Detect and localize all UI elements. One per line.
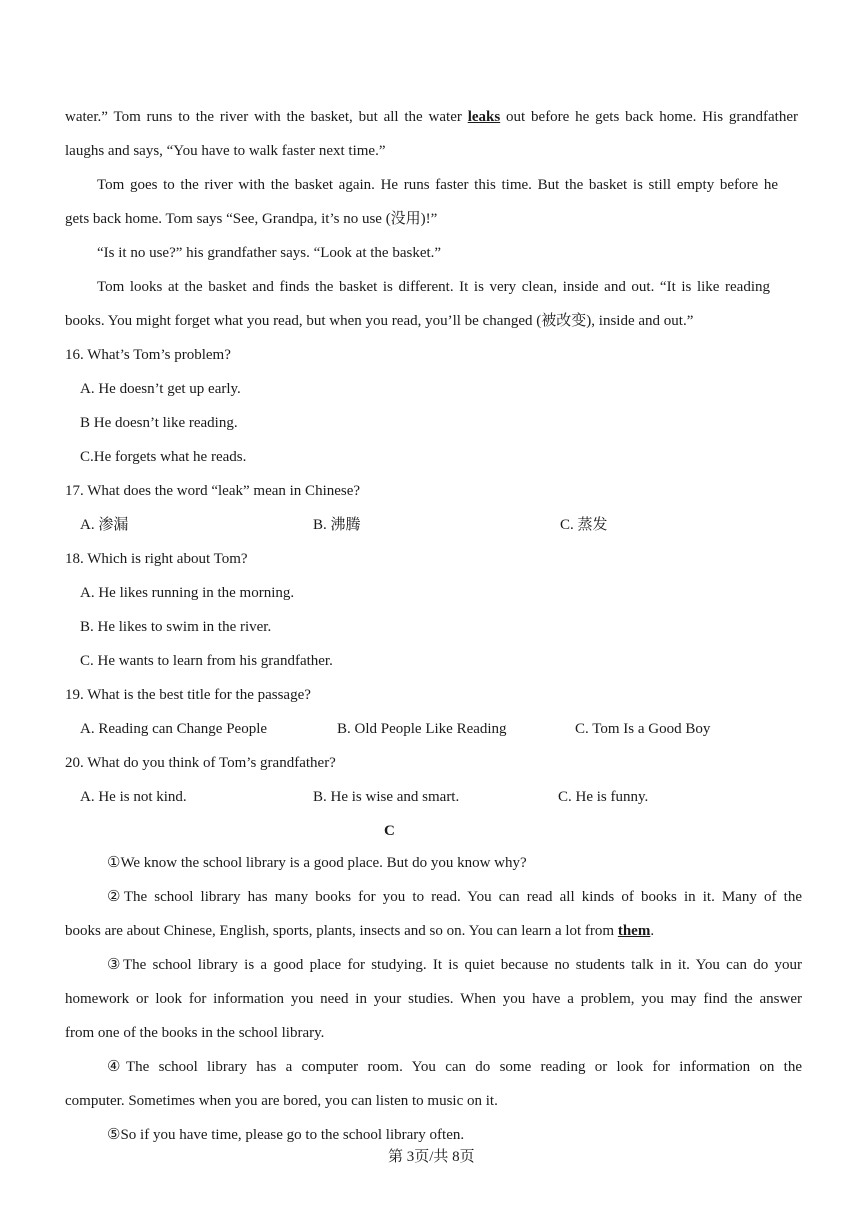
- answer-option: A. Reading can Change People: [80, 721, 268, 737]
- passage-c-line: computer. Sometimes when you are bored, you can listen to music on it.: [65, 1093, 498, 1109]
- question-stem: 18. Which is right about Tom?: [65, 551, 248, 567]
- question-stem: 17. What does the word “leak” mean in Chinese?: [65, 483, 361, 499]
- passage-c-line: [65, 921, 654, 941]
- passage-c-line: ③The school library is a good place for studying. It is quiet because no students talk in it. You can do your: [107, 957, 802, 973]
- keyword-them: them: [617, 923, 651, 939]
- question-stem: 19. What is the best title for the passage?: [65, 687, 311, 703]
- answer-option: C.He forgets what he reads.: [80, 449, 247, 465]
- passage-b-line: Tom looks at the basket and finds the basket is different. It is very clean, inside and out. “It is like reading: [97, 279, 770, 295]
- passage-b-line: gets back home. Tom says “See, Grandpa, it’s no use (没用)!”: [65, 211, 438, 227]
- question-stem: 16. What’s Tom’s problem?: [65, 347, 231, 363]
- passage-c-line: ①We know the school library is a good place. But do you know why?: [107, 855, 527, 871]
- answer-option: B. 沸腾: [313, 517, 361, 533]
- passage-c-line: homework or look for information you need in your studies. When you have a problem, you may find the answer: [65, 991, 802, 1007]
- passage-b-line: books. You might forget what you read, but when you read, you’ll be changed (被改变), inside and out.”: [65, 313, 694, 329]
- text-span: .: [650, 923, 655, 939]
- answer-option: B. Old People Like Reading: [337, 721, 507, 737]
- answer-option: A. He is not kind.: [80, 789, 187, 805]
- answer-option: B. He is wise and smart.: [313, 789, 460, 805]
- passage-b-line: “Is it no use?” his grandfather says. “Look at the basket.”: [97, 245, 442, 261]
- answer-option: C. He wants to learn from his grandfather.: [80, 653, 333, 669]
- passage-c-line: from one of the books in the school library.: [65, 1025, 325, 1041]
- passage-b-line: Tom goes to the river with the basket again. He runs faster this time. But the basket is still empty before he: [97, 177, 778, 193]
- answer-option: B. He likes to swim in the river.: [80, 619, 272, 635]
- section-title: C: [384, 823, 395, 839]
- text-span: out before he gets back home. His grandfather: [500, 109, 798, 125]
- answer-option: A. He likes running in the morning.: [80, 585, 295, 601]
- passage-b-line: [65, 107, 798, 127]
- passage-c-line: ⑤So if you have time, please go to the school library often.: [107, 1127, 465, 1143]
- answer-option: A. 渗漏: [80, 517, 129, 533]
- text-span: water.” Tom runs to the river with the basket, but all the water: [65, 109, 468, 125]
- page-number: 第 3页/共 8页: [388, 1149, 475, 1165]
- answer-option: B He doesn’t like reading.: [80, 415, 238, 431]
- passage-c-line: ④The school library has a computer room. You can do some reading or look for information on the: [107, 1059, 802, 1075]
- passage-c-line: ②The school library has many books for you to read. You can read all kinds of books in it. Many of the: [107, 889, 802, 905]
- passage-b-line: laughs and says, “You have to walk faster next time.”: [65, 143, 386, 159]
- question-stem: 20. What do you think of Tom’s grandfather?: [65, 755, 336, 771]
- answer-option: A. He doesn’t get up early.: [80, 381, 241, 397]
- text-span: books are about Chinese, English, sports, plants, insects and so on. You can learn a lot from: [65, 923, 618, 939]
- keyword-leaks: leaks: [467, 109, 501, 125]
- answer-option: C. 蒸发: [560, 517, 608, 533]
- answer-option: C. Tom Is a Good Boy: [575, 721, 711, 737]
- answer-option: C. He is funny.: [558, 789, 649, 805]
